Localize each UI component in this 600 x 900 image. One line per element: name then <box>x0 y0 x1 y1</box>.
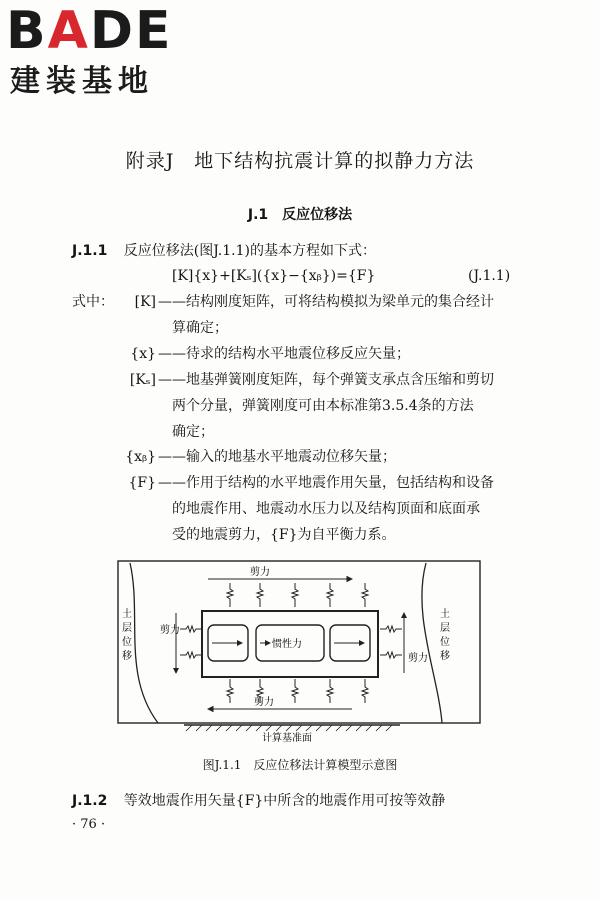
page-number: · 76 · <box>72 817 106 832</box>
def-symbol-f: {F} <box>128 475 156 491</box>
clause-2-text: 等效地震作用矢量{F}中所含的地震作用可按等效静 <box>123 793 446 809</box>
def-text-ks-2: 两个分量，弹簧刚度可由本标准第3.5.4条的方法 <box>172 398 474 414</box>
def-symbol-x: {x} <box>130 346 156 362</box>
shear-label-bottom: 剪力 <box>254 697 274 708</box>
base-label: 计算基准面 <box>262 733 312 744</box>
springs-top <box>227 583 368 607</box>
def-text-x-1: ——待求的结构水平地震位移反应矢量； <box>158 346 410 362</box>
clause-2-number: J.1.2 <box>72 793 108 809</box>
inertia-label: 惯性力 <box>272 639 302 650</box>
brand-logo <box>6 2 173 60</box>
logo-subtitle: 建装基地 <box>10 64 154 99</box>
clause-1-intro: 反应位移法(图J.1.1)的基本方程如下式： <box>123 243 376 259</box>
soil-curve-left <box>130 563 158 723</box>
def-text-f-3: 受的地震剪力，{F}为自平衡力系。 <box>172 527 396 543</box>
soil-label-right-1: 土 <box>440 609 450 620</box>
def-text-ks-1: ——地基弹簧刚度矩阵，每个弹簧支承点含压缩和剪切 <box>158 372 494 388</box>
soil-curve-right <box>422 563 442 723</box>
def-text-k-1: ——结构刚度矩阵，可将结构模拟为梁单元的集合经计 <box>158 294 494 310</box>
logo-letters-rest: DE <box>89 1 173 61</box>
soil-label-left-1: 土 <box>122 609 132 620</box>
where-lead: 式中： <box>72 294 114 310</box>
soil-label-right-2: 层 <box>440 623 450 634</box>
figure-j-1-1 <box>100 555 500 745</box>
appendix-title: 附录J 地下结构抗震计算的拟静力方法 <box>125 150 475 172</box>
clause-1-number: J.1.1 <box>72 243 108 259</box>
soil-label-left-3: 位 <box>122 637 132 648</box>
clause-1-intro-line <box>72 241 376 261</box>
def-text-f-1: ——作用于结构的水平地震作用矢量，包括结构和设备 <box>158 475 494 491</box>
def-text-xb-1: ——输入的地基水平地震动位移矢量； <box>158 449 396 465</box>
def-symbol-ks: [Kₛ] <box>129 372 156 388</box>
def-text-k-2: 算确定； <box>172 320 228 336</box>
section-heading: J.1 反应位移法 <box>247 207 353 223</box>
logo-letter-a: A <box>47 1 90 61</box>
def-text-ks-3: 确定； <box>172 424 214 440</box>
shear-label-left: 剪力 <box>160 625 180 636</box>
soil-label-right-3: 位 <box>440 637 450 648</box>
def-symbol-xb: {xᵦ} <box>125 449 156 465</box>
springs-bottom <box>227 679 368 703</box>
equation-number: (J.1.1) <box>468 268 511 284</box>
equation: [K]{x}+[Kₛ]({x}−{xᵦ})={F} <box>172 268 376 284</box>
base-hatching <box>186 725 392 731</box>
soil-label-right-4: 移 <box>440 651 450 662</box>
shear-label-top: 剪力 <box>250 567 270 578</box>
def-symbol-k: [K] <box>134 294 156 310</box>
soil-label-left-2: 层 <box>122 623 132 634</box>
def-text-f-2: 的地震作用、地震动水压力以及结构顶面和底面承 <box>172 501 480 517</box>
clause-2-line <box>72 791 445 811</box>
shear-label-right: 剪力 <box>408 653 428 664</box>
soil-label-left-4: 移 <box>122 651 132 662</box>
figure-caption: 图J.1.1 反应位移法计算模型示意图 <box>202 758 398 772</box>
logo-letter-b: B <box>6 1 48 61</box>
